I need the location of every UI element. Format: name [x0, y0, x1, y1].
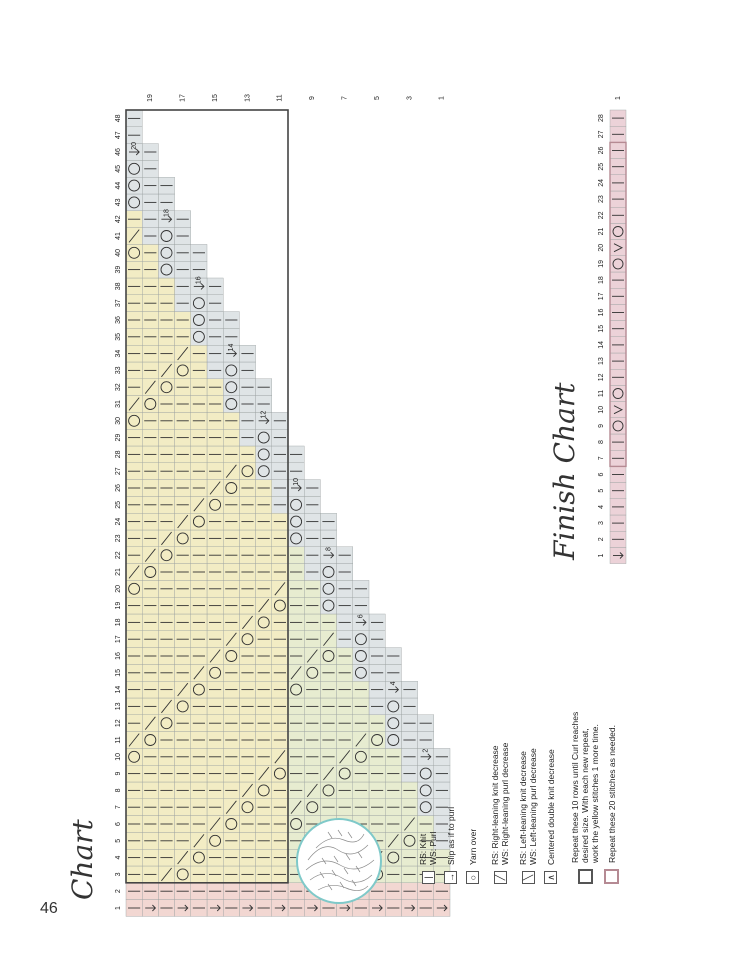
- stitch-number-label: 34: [114, 349, 122, 358]
- finish-stitch-number-label: 19: [597, 260, 605, 268]
- finish-chart-cell: [610, 418, 626, 434]
- stitch-number-label: 1: [114, 906, 122, 910]
- stitch-number-label: 39: [114, 265, 122, 274]
- stitch-number-label: 25: [114, 500, 122, 509]
- finish-chart-title: Finish Chart: [548, 382, 581, 560]
- finish-row-number-label: 1: [614, 96, 622, 100]
- swatch-photo: [296, 818, 382, 904]
- finish-stitch-number-label: 11: [597, 389, 605, 398]
- stitch-number-label: 19: [114, 601, 122, 610]
- row-number-label: 11: [276, 94, 284, 102]
- finish-stitch-number-label: 20: [597, 243, 605, 252]
- row-number-label: 4: [390, 681, 398, 686]
- finish-stitch-number-label: 26: [597, 146, 605, 155]
- left-decrease-icon: ╲: [522, 871, 535, 884]
- finish-chart-cell: [610, 385, 626, 401]
- swatch-texture: [298, 820, 380, 902]
- legend-label: Centered double knit decrease: [545, 749, 556, 865]
- legend-label: RS: Knit WS: Purl: [418, 831, 438, 865]
- finish-stitch-number-label: 1: [597, 553, 605, 558]
- row-number-label: 1: [438, 96, 446, 100]
- stitch-number-label: 41: [114, 232, 122, 240]
- legend-item: [418, 831, 438, 884]
- stitch-number-label: 17: [114, 635, 122, 644]
- row-number-label: 12: [260, 410, 268, 419]
- legend-item: [490, 743, 510, 884]
- row-number-label: 20: [130, 141, 138, 150]
- stitch-number-label: 3: [114, 872, 122, 877]
- row-number-label: 8: [325, 547, 333, 551]
- stitch-number-label: 37: [114, 299, 122, 308]
- stitch-number-label: 16: [114, 652, 122, 660]
- stitch-number-label: 24: [114, 517, 122, 526]
- row-number-label: 13: [244, 94, 252, 102]
- legend-label: Slip as if to purl: [445, 806, 456, 865]
- row-number-label: 14: [228, 343, 236, 352]
- row-number-label: 15: [211, 94, 219, 102]
- legend-label: Repeat these 10 rows until Curl reaches desired size. With each new repeat, work the yellow stitches 1 more time.: [570, 711, 600, 863]
- finish-stitch-number-label: 9: [597, 423, 605, 428]
- stitch-number-label: 28: [114, 450, 122, 459]
- finish-stitch-number-label: 6: [597, 472, 605, 477]
- stitch-number-label: 15: [114, 668, 122, 677]
- stitch-number-label: 20: [114, 584, 122, 593]
- finish-stitch-number-label: 25: [597, 162, 605, 171]
- stitch-number-label: 6: [114, 822, 122, 826]
- stitch-number-label: 10: [114, 752, 122, 761]
- stitch-number-label: 45: [114, 164, 122, 173]
- stitch-number-label: 47: [114, 131, 122, 140]
- finish-stitch-number-label: 10: [597, 405, 605, 414]
- repeat-stitches-box-icon: [604, 869, 619, 884]
- finish-stitch-number-label: 18: [597, 276, 605, 284]
- finish-stitch-number-label: 24: [597, 179, 605, 187]
- finish-stitch-number-label: 15: [597, 324, 605, 333]
- stitch-number-label: 12: [114, 719, 122, 728]
- legend-item: [518, 748, 538, 884]
- stitch-number-label: 32: [114, 383, 122, 392]
- row-number-label: 10: [292, 477, 300, 486]
- stitch-number-label: 11: [114, 736, 122, 744]
- row-number-label: 5: [373, 96, 381, 100]
- repeat-rows-box-icon: [578, 869, 593, 884]
- finish-stitch-number-label: 8: [597, 440, 605, 445]
- row-number-label: 6: [357, 614, 365, 619]
- legend-item: [544, 749, 557, 884]
- stitch-number-label: 21: [114, 568, 122, 576]
- row-number-label: 18: [163, 209, 171, 217]
- finish-chart-cell: [610, 240, 626, 256]
- stitch-number-label: 29: [114, 433, 122, 442]
- finish-stitch-number-label: 14: [597, 341, 605, 349]
- row-number-label: 16: [195, 276, 203, 285]
- row-number-label: 9: [309, 96, 317, 100]
- stitch-number-label: 18: [114, 618, 122, 627]
- finish-stitch-number-label: 3: [597, 521, 605, 526]
- legend-label: Yarn over: [467, 828, 478, 865]
- finish-stitch-number-label: 22: [597, 211, 605, 220]
- finish-stitch-number-label: 2: [597, 537, 605, 542]
- legend-item: [604, 725, 619, 884]
- stitch-number-label: 36: [114, 316, 122, 324]
- finish-stitch-number-label: 4: [597, 504, 605, 509]
- finish-stitch-number-label: 12: [597, 373, 605, 382]
- legend-label: RS: Left-leaning knit decrease WS: Left-leaning purl decrease: [518, 748, 538, 865]
- knit-purl-icon: |: [422, 871, 435, 884]
- legend-item: [444, 807, 457, 884]
- finish-stitch-number-label: 5: [597, 488, 605, 493]
- stitch-number-label: 33: [114, 366, 122, 375]
- row-number-label: 3: [406, 96, 414, 100]
- finish-stitch-number-label: 28: [597, 114, 605, 122]
- legend-item: [466, 829, 479, 884]
- stitch-number-label: 23: [114, 534, 122, 543]
- row-number-label: 2: [422, 748, 430, 753]
- stitch-number-label: 43: [114, 198, 122, 207]
- stitch-number-label: 40: [114, 248, 122, 257]
- finish-stitch-number-label: 13: [597, 357, 605, 365]
- finish-stitch-number-label: 16: [597, 308, 605, 317]
- finish-stitch-number-label: 21: [597, 227, 605, 236]
- stitch-number-label: 30: [114, 416, 122, 425]
- stitch-number-label: 14: [114, 685, 122, 694]
- stitch-number-label: 31: [114, 400, 122, 408]
- stitch-number-label: 22: [114, 551, 122, 560]
- stitch-number-label: 2: [114, 889, 122, 894]
- legend-item: [570, 712, 600, 884]
- stitch-number-label: 4: [114, 855, 122, 860]
- stitch-number-label: 8: [114, 788, 122, 793]
- finish-stitch-number-label: 27: [597, 130, 605, 139]
- finish-stitch-number-label: 17: [597, 292, 605, 301]
- stitch-number-label: 44: [114, 181, 122, 190]
- double-decrease-icon: ∧: [544, 871, 557, 884]
- right-decrease-icon: ╱: [494, 871, 507, 884]
- finish-chart-cell: [610, 256, 626, 272]
- stitch-number-label: 7: [114, 805, 122, 810]
- finish-chart-cell: [610, 402, 626, 418]
- stitch-number-label: 5: [114, 838, 122, 843]
- row-number-label: 17: [179, 94, 187, 102]
- stitch-number-label: 46: [114, 148, 122, 156]
- row-number-label: 19: [147, 94, 155, 102]
- stitch-number-label: 27: [114, 467, 122, 476]
- slip-icon: →: [445, 873, 456, 882]
- stitch-number-label: 9: [114, 771, 122, 776]
- stitch-number-label: 13: [114, 702, 122, 711]
- finish-chart-cell: [610, 223, 626, 239]
- finish-stitch-number-label: 7: [597, 456, 605, 461]
- row-number-label: 7: [341, 96, 349, 100]
- stitch-number-label: 35: [114, 332, 122, 341]
- page-number: 46: [40, 900, 58, 917]
- finish-stitch-number-label: 23: [597, 195, 605, 203]
- stitch-number-label: 48: [114, 114, 122, 123]
- chart-title: Chart: [66, 819, 99, 900]
- legend-label: Repeat these 20 stitches as needed.: [606, 725, 617, 863]
- legend-label: RS: Right-leaning knit decrease WS: Right-leaning purl decrease: [490, 742, 510, 865]
- stitch-number-label: 42: [114, 215, 122, 224]
- stitch-number-label: 26: [114, 484, 122, 492]
- yarn-over-icon: ○: [466, 871, 479, 884]
- stitch-number-label: 38: [114, 282, 122, 291]
